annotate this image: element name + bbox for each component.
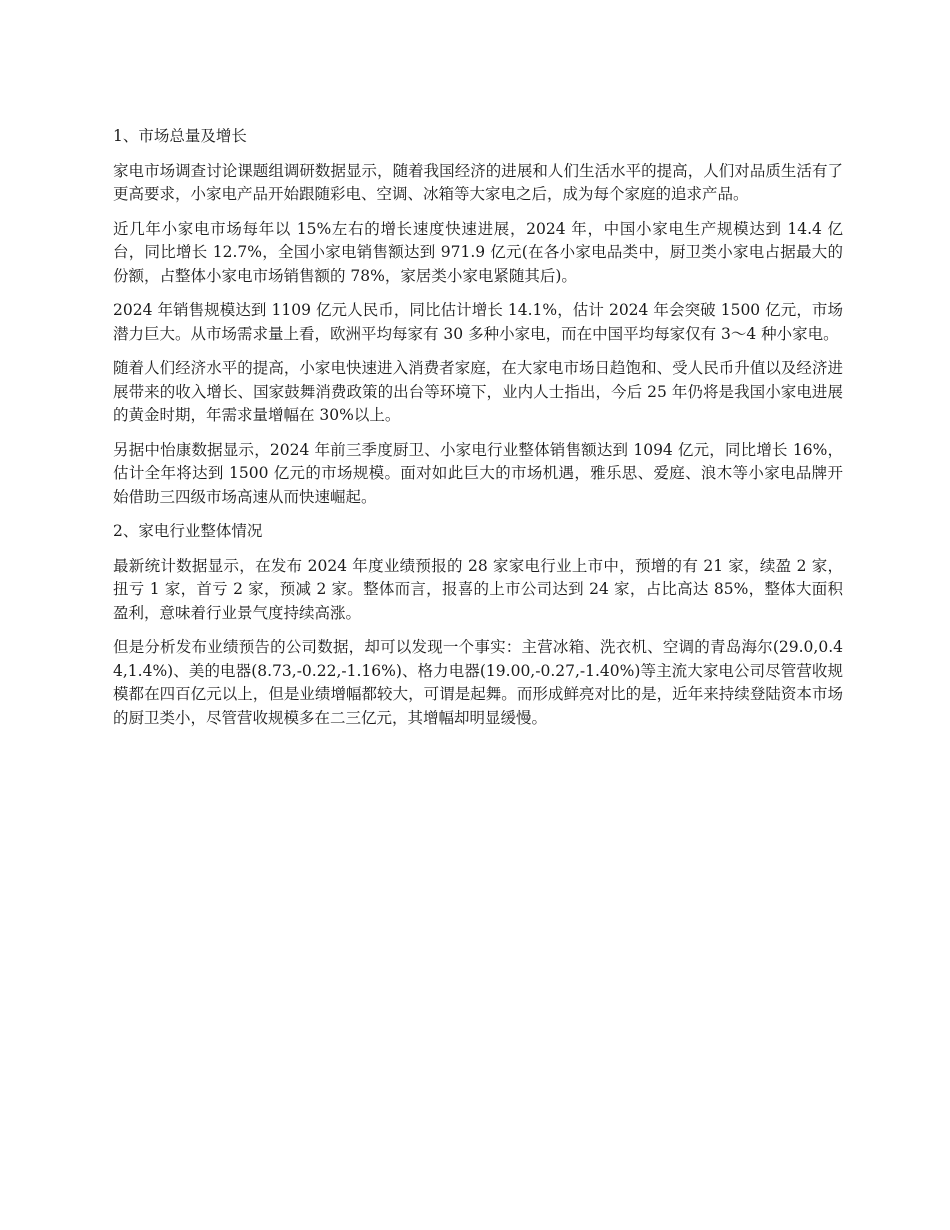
paragraph-ctr-data: 另据中怡康数据显示，2024 年前三季度厨卫、小家电行业整体销售额达到 1094 亿元，同比增长 16%，估计全年将达到 1500 亿元的市场规模。面对如此巨大的市场机遇，雅乐思、爱庭、浪木等小家电品牌开始借助三四级市场高速从而快速崛起。 xyxy=(113,440,843,506)
paragraph-company-analysis: 但是分析发布业绩预告的公司数据，却可以发现一个事实：主营冰箱、洗衣机、空调的青岛海尔(29.0,0.44,1.4%)、美的电器(8.73,-0.22,-1.16%)、格力电器(19.00,-0.27,-1.40%)等主流大家电公司尽管营收规模都在四百亿元以上，但是业绩增幅都较大，可谓是起舞。而形成鲜亮对比的是，近年来持续登陆资本市场的厨卫类小，尽管营收规模多在二三亿元，其增幅却明显缓慢。 xyxy=(113,638,843,727)
document-page xyxy=(113,125,843,741)
section-heading-industry-overview: 2、家电行业整体情况 xyxy=(113,522,263,540)
paragraph-survey-intro: 家电市场调查讨论课题组调研数据显示，随着我国经济的进展和人们生活水平的提高，人们对品质生活有了更高要求，小家电产品开始跟随彩电、空调、冰箱等大家电之后，成为每个家庭的追求产品。 xyxy=(113,161,843,203)
paragraph-earnings-forecast: 最新统计数据显示，在发布 2024 年度业绩预报的 28 家家电行业上市中，预增的有 21 家，续盈 2 家，扭亏 1 家，首亏 2 家，预减 2 家。整体而言，报喜的上市公司达到 24 家，占比高达 85%，整体大面积盈利，意味着行业景气度持续高涨。 xyxy=(113,556,843,622)
paragraph-sales-scale: 2024 年销售规模达到 1109 亿元人民币，同比估计增长 14.1%，估计 2024 年会突破 1500 亿元，市场潜力巨大。从市场需求量上看，欧洲平均每家有 30 多种小家电，而在中国平均每家仅有 3～4 种小家电。 xyxy=(113,301,843,343)
paragraph-golden-period: 随着人们经济水平的提高，小家电快速进入消费者家庭，在大家电市场日趋饱和、受人民币升值以及经济进展带来的收入增长、国家鼓舞消费政策的出台等环境下，业内人士指出，今后 25 年仍将是我国小家电进展的黄金时期，年需求量增幅在 30%以上。 xyxy=(113,359,843,424)
section-heading-market-total: 1、市场总量及增长 xyxy=(113,127,247,145)
paragraph-growth-rate: 近几年小家电市场每年以 15%左右的增长速度快速进展，2024 年，中国小家电生产规模达到 14.4 亿台，同比增长 12.7%，全国小家电销售额达到 971.9 亿元(在各小家电品类中，厨卫类小家电占据最大的份额，占整体小家电市场销售额的 78%，家居类小家电紧随其后)。 xyxy=(113,219,843,285)
